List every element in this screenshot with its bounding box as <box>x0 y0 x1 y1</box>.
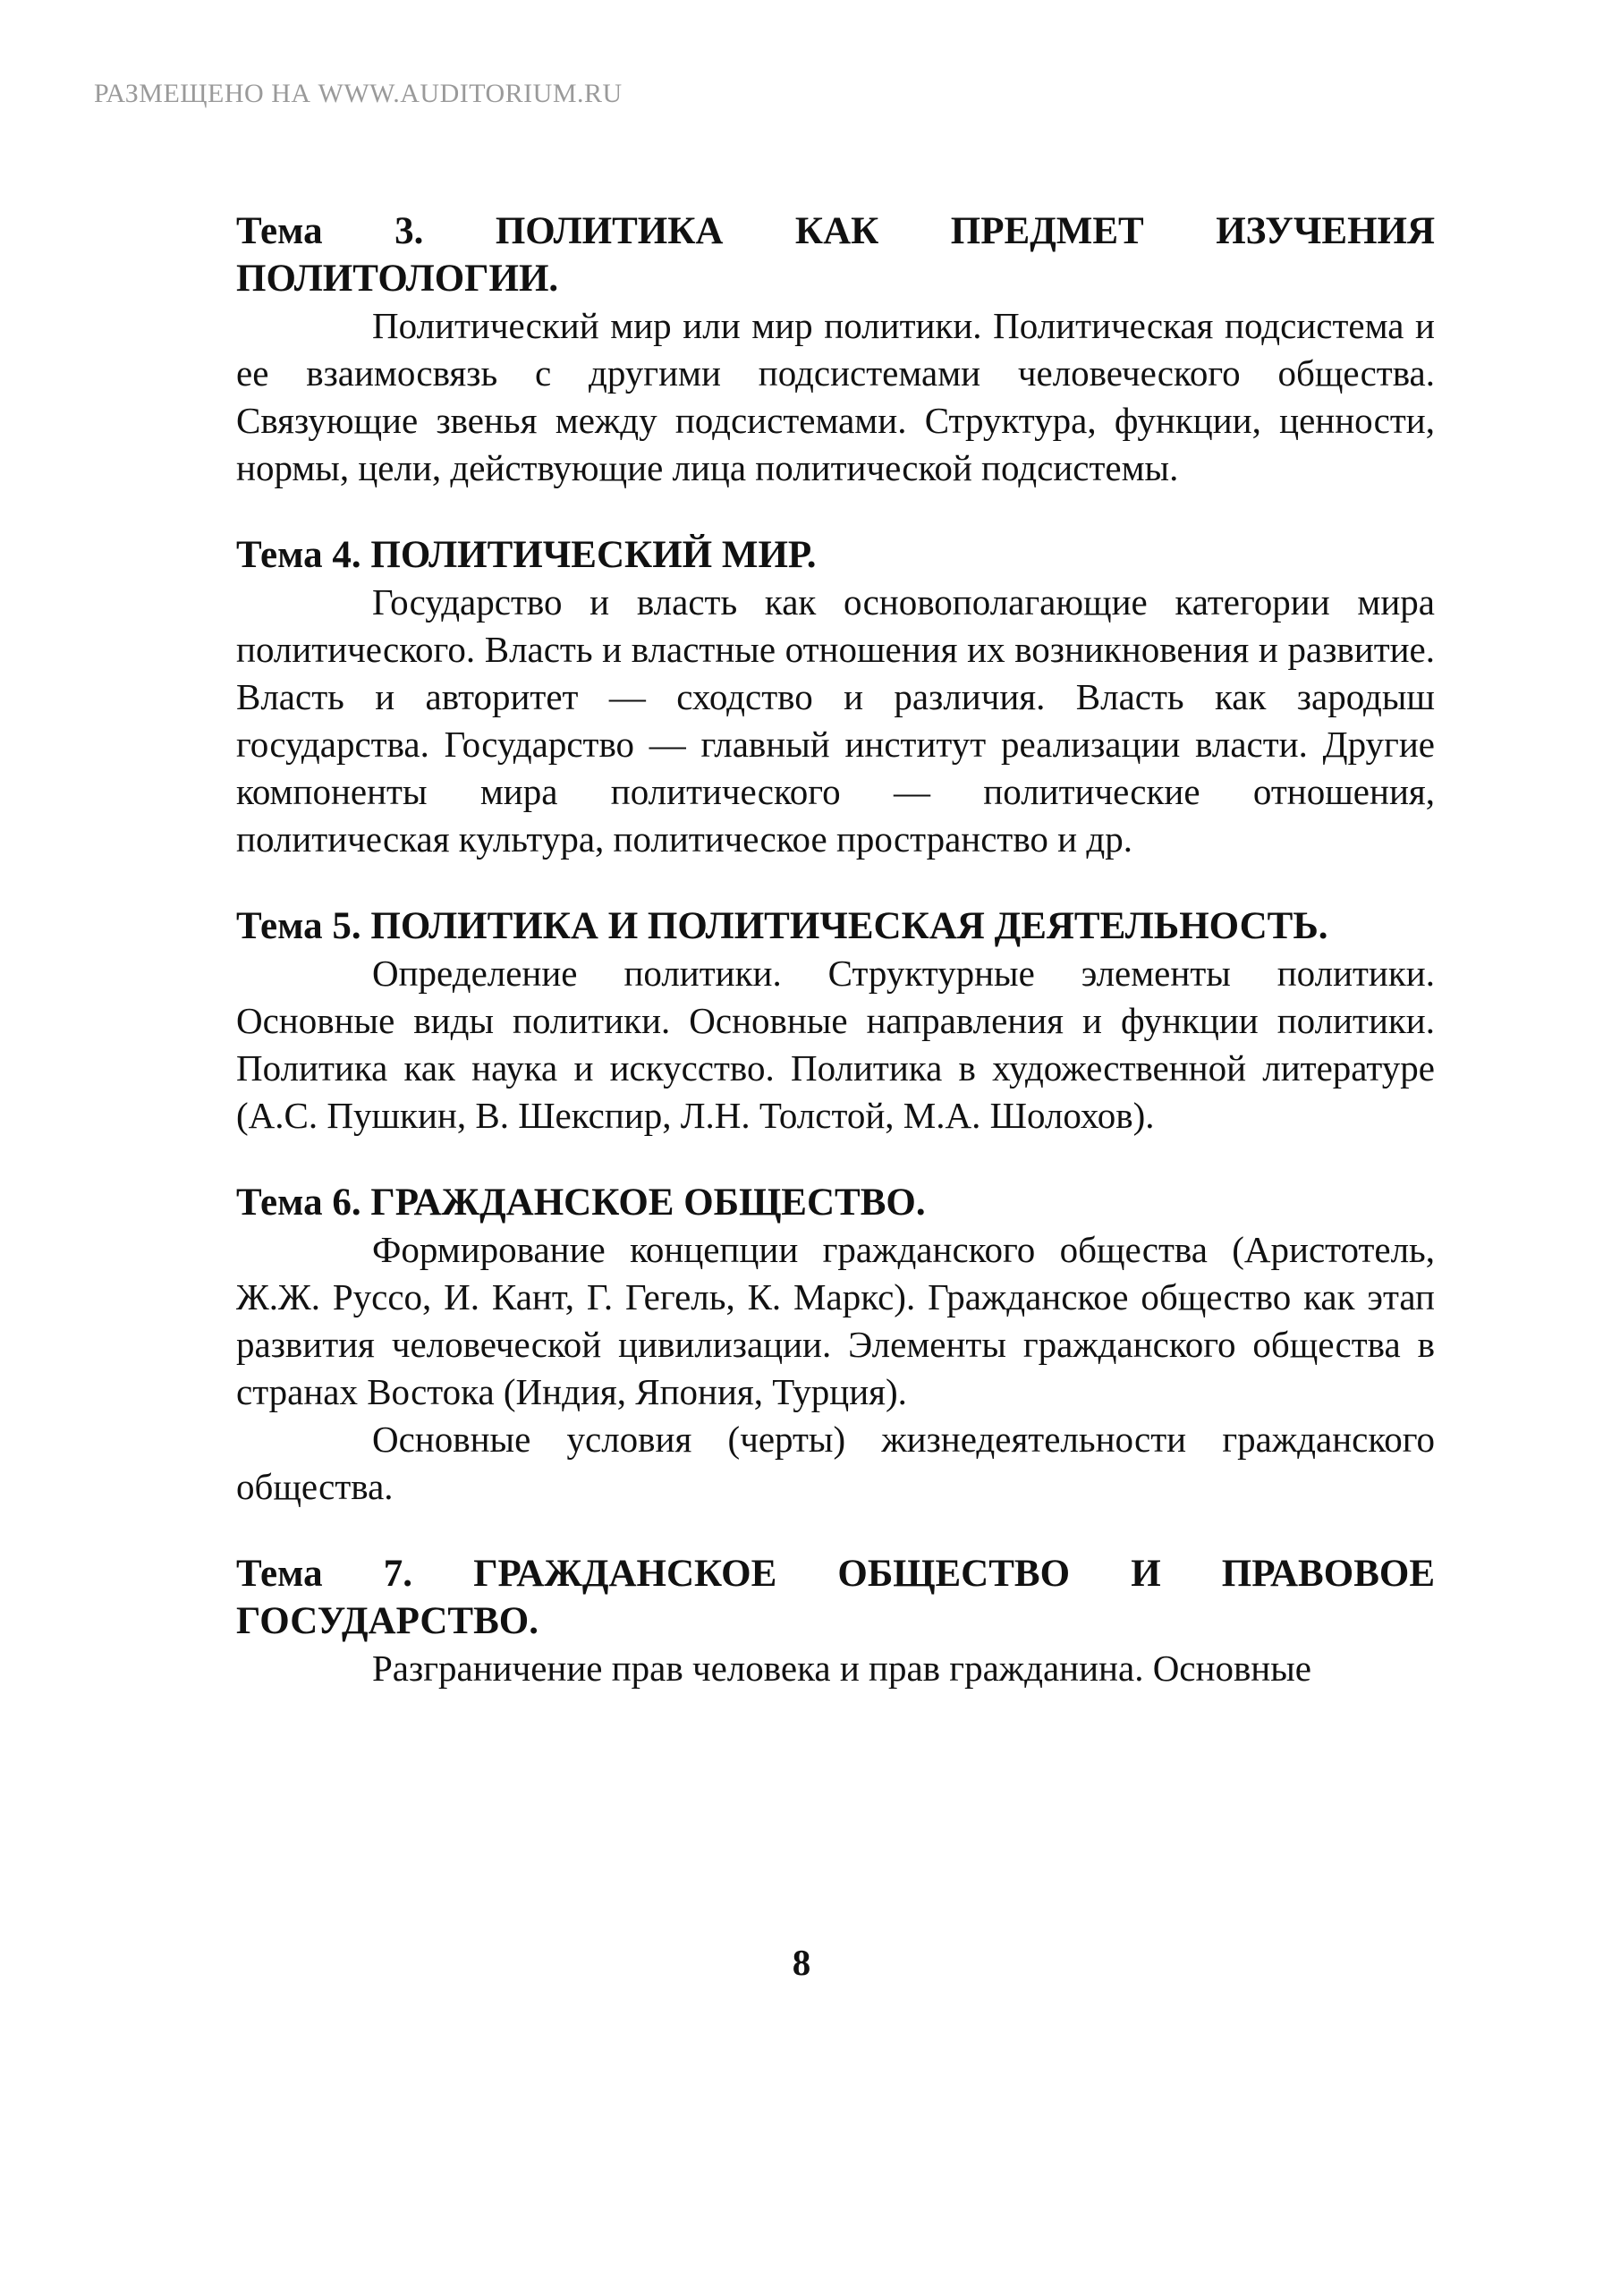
section-paragraph: Формирование концепции гражданского общества (Аристотель, Ж.Ж. Руссо, И. Кант, Г. Гегель, К. Маркс). Гражданское общество как этап развития человеческой цивилизации. Элементы гражданского общества в странах Востока (Индия, Япония, Турция). <box>236 1229 1435 1412</box>
topic-number: Тема 6. <box>236 1182 361 1224</box>
topic-title: ПОЛИТИКА КАК ПРЕДМЕТ ИЗУЧЕНИЯ ПОЛИТОЛОГИИ. <box>236 210 1436 300</box>
section-topic-6 <box>236 1179 1435 1511</box>
topic-number: Тема 7. <box>236 1553 413 1595</box>
topic-title: ПОЛИТИКА И ПОЛИТИЧЕСКАЯ ДЕЯТЕЛЬНОСТЬ. <box>370 905 1328 947</box>
topic-title: ПОЛИТИЧЕСКИЙ МИР. <box>370 534 817 576</box>
topic-title: ГРАЖДАНСКОЕ ОБЩЕСТВО И ПРАВОВОЕ ГОСУДАРСТВО. <box>236 1553 1435 1642</box>
section-heading <box>236 208 1435 302</box>
topic-number: Тема 5. <box>236 905 361 947</box>
topic-title: ГРАЖДАНСКОЕ ОБЩЕСТВО. <box>370 1182 926 1224</box>
section-paragraph: Основные условия (черты) жизнедеятельности гражданского общества. <box>236 1419 1435 1507</box>
section-topic-5 <box>236 902 1435 1140</box>
section-heading <box>236 1550 1435 1645</box>
section-paragraph: Определение политики. Структурные элементы политики. Основные виды политики. Основные направления и функции политики. Политика как наука и искусство. Политика в художественной литературе (А.С. Пушкин, В. Шекспир, Л.Н. Толстой, М.А. Шолохов). <box>236 953 1435 1136</box>
section-heading <box>236 531 1435 579</box>
section-heading <box>236 902 1435 950</box>
section-paragraph: Политический мир или мир политики. Политическая подсистема и ее взаимосвязь с другими подсистемами человеческого общества. Связующие звенья между подсистемами. Структура, функции, ценности, нормы, цели, действующие лица политической подсистемы. <box>236 305 1435 488</box>
section-topic-3 <box>236 208 1435 492</box>
section-topic-4 <box>236 531 1435 863</box>
topic-number: Тема 3. <box>236 210 424 252</box>
watermark: РАЗМЕЩЕНО НА WWW.AUDITORIUM.RU <box>94 79 623 108</box>
topic-number: Тема 4. <box>236 534 361 576</box>
section-heading <box>236 1179 1435 1226</box>
section-topic-7 <box>236 1550 1435 1692</box>
section-paragraph: Разграничение прав человека и прав гражданина. Основные <box>372 1648 1311 1689</box>
document-body <box>236 208 1435 1732</box>
section-paragraph: Государство и власть как основополагающие категории мира политического. Власть и властные отношения их возникновения и развитие. Власть и авторитет — сходство и различия. Власть как зародыш государства. Государство — главный институт реализации власти. Другие компоненты мира политического — политические отношения, политическая культура, политическое пространство и др. <box>236 581 1435 860</box>
page-number: 8 <box>792 1942 811 1983</box>
